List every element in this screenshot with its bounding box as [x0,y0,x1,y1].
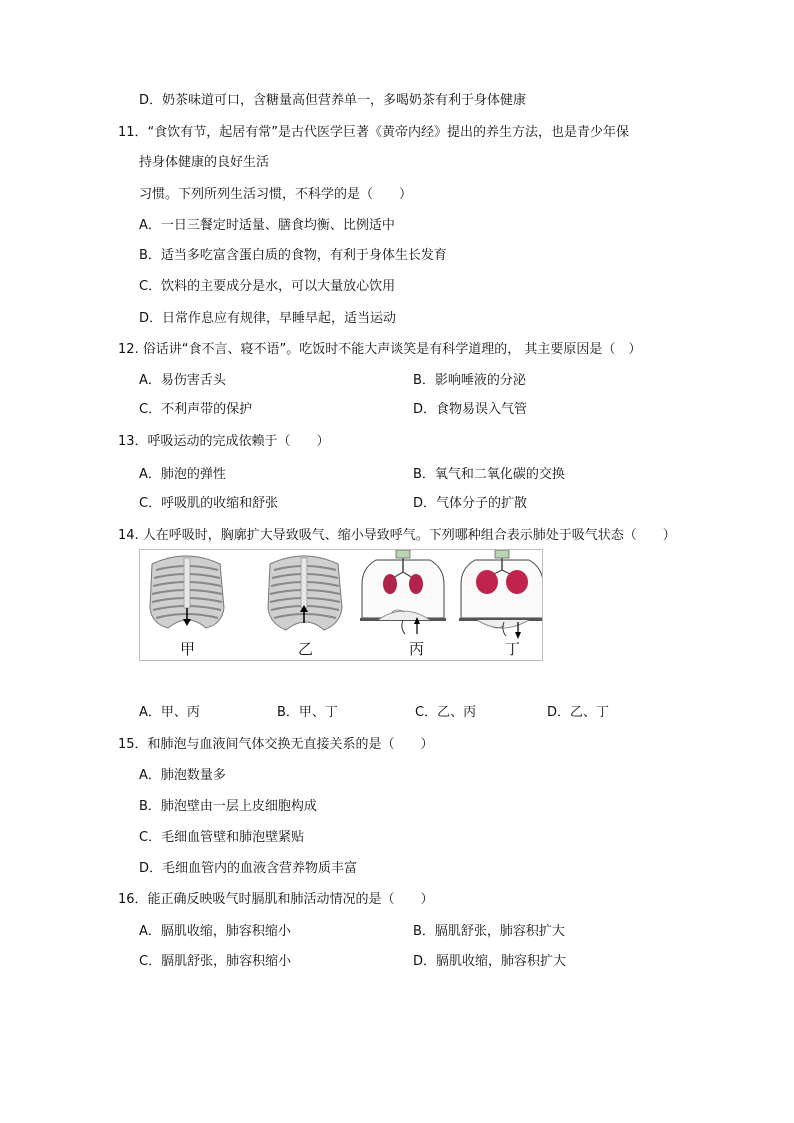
figure-label-jia: 甲 [180,640,196,658]
q11-stem-line2: 持身体健康的良好生活 [139,155,270,170]
q14-stem: 14. 人在呼吸时，胸廓扩大导致吸气、缩小导致呼气。下列哪种组合表示肺处于吸气状态（ ） [118,528,676,543]
q11-option-c: C．饮料的主要成分是水，可以大量放心饮用 [139,279,396,294]
q13-option-c: C．呼吸肌的收缩和舒张 [139,496,279,511]
q12-option-a: A．易伤害舌头 [139,373,226,388]
figure-label-ding: 丁 [505,640,521,658]
q13-stem: 13．呼吸运动的完成依赖于（ ） [118,434,330,449]
q16-option-d: D．膈肌收缩，肺容积扩大 [413,954,567,969]
q13-option-b: B．氧气和二氧化碳的交换 [413,467,565,482]
q15-option-c: C．毛细血管壁和肺泡壁紧贴 [139,830,305,845]
q15-option-a: A．肺泡数量多 [139,768,226,783]
q11-option-d: D．日常作息应有规律，早睡早起，适当运动 [139,311,397,326]
q16-option-b: B．膈肌舒张，肺容积扩大 [413,924,565,939]
breathing-diagram [140,550,542,660]
ribcage-yi [268,556,342,630]
q15-option-b: B．肺泡壁由一层上皮细胞构成 [139,799,317,814]
q12-stem: 12. 俗话讲“食不言、寝不语”。吃饭时不能大声谈笑是有科学道理的， 其主要原因是（ ） [118,342,642,357]
q14-option-c: C．乙、丙 [415,705,477,720]
q15-stem: 15．和肺泡与血液间气体交换无直接关系的是（ ） [118,737,434,752]
q11-stem-line1: 11．“食饮有节，起居有常”是古代医学巨著《黄帝内经》提出的养生方法，也是青少年保 [118,125,630,140]
q13-option-d: D．气体分子的扩散 [413,496,528,511]
q12-option-b: B．影响唾液的分泌 [413,373,526,388]
belljar-ding [459,550,542,639]
q16-option-a: A．膈肌收缩，肺容积缩小 [139,924,291,939]
q11-stem-line3: 习惯。下列所列生活习惯，不科学的是（ ） [139,187,413,202]
q10-option-d: D．奶茶味道可口，含糖量高但营养单一，多喝奶茶有利于身体健康 [139,93,527,108]
q15-option-d: D．毛细血管内的血液含营养物质丰富 [139,861,358,876]
q12-option-c: C．不利声带的保护 [139,402,253,417]
figure-label-yi: 乙 [298,640,314,658]
figure-label-bing: 丙 [409,640,425,658]
ribcage-jia [150,556,224,628]
q14-option-b: B．甲、丁 [277,705,338,720]
q16-option-c: C．膈肌舒张，肺容积缩小 [139,954,292,969]
belljar-bing [360,550,446,634]
q16-stem: 16．能正确反映吸气时膈肌和肺活动情况的是（ ） [118,892,434,907]
q11-option-b: B．适当多吃富含蛋白质的食物，有利于身体生长发育 [139,248,447,263]
q13-option-a: A．肺泡的弹性 [139,467,226,482]
q11-option-a: A．一日三餐定时适量、膳食均衡、比例适中 [139,218,395,233]
breathing-figure [139,549,543,661]
q14-option-a: A．甲、丙 [139,705,200,720]
q12-option-d: D．食物易误入气管 [413,402,528,417]
q14-option-d: D．乙、丁 [547,705,610,720]
